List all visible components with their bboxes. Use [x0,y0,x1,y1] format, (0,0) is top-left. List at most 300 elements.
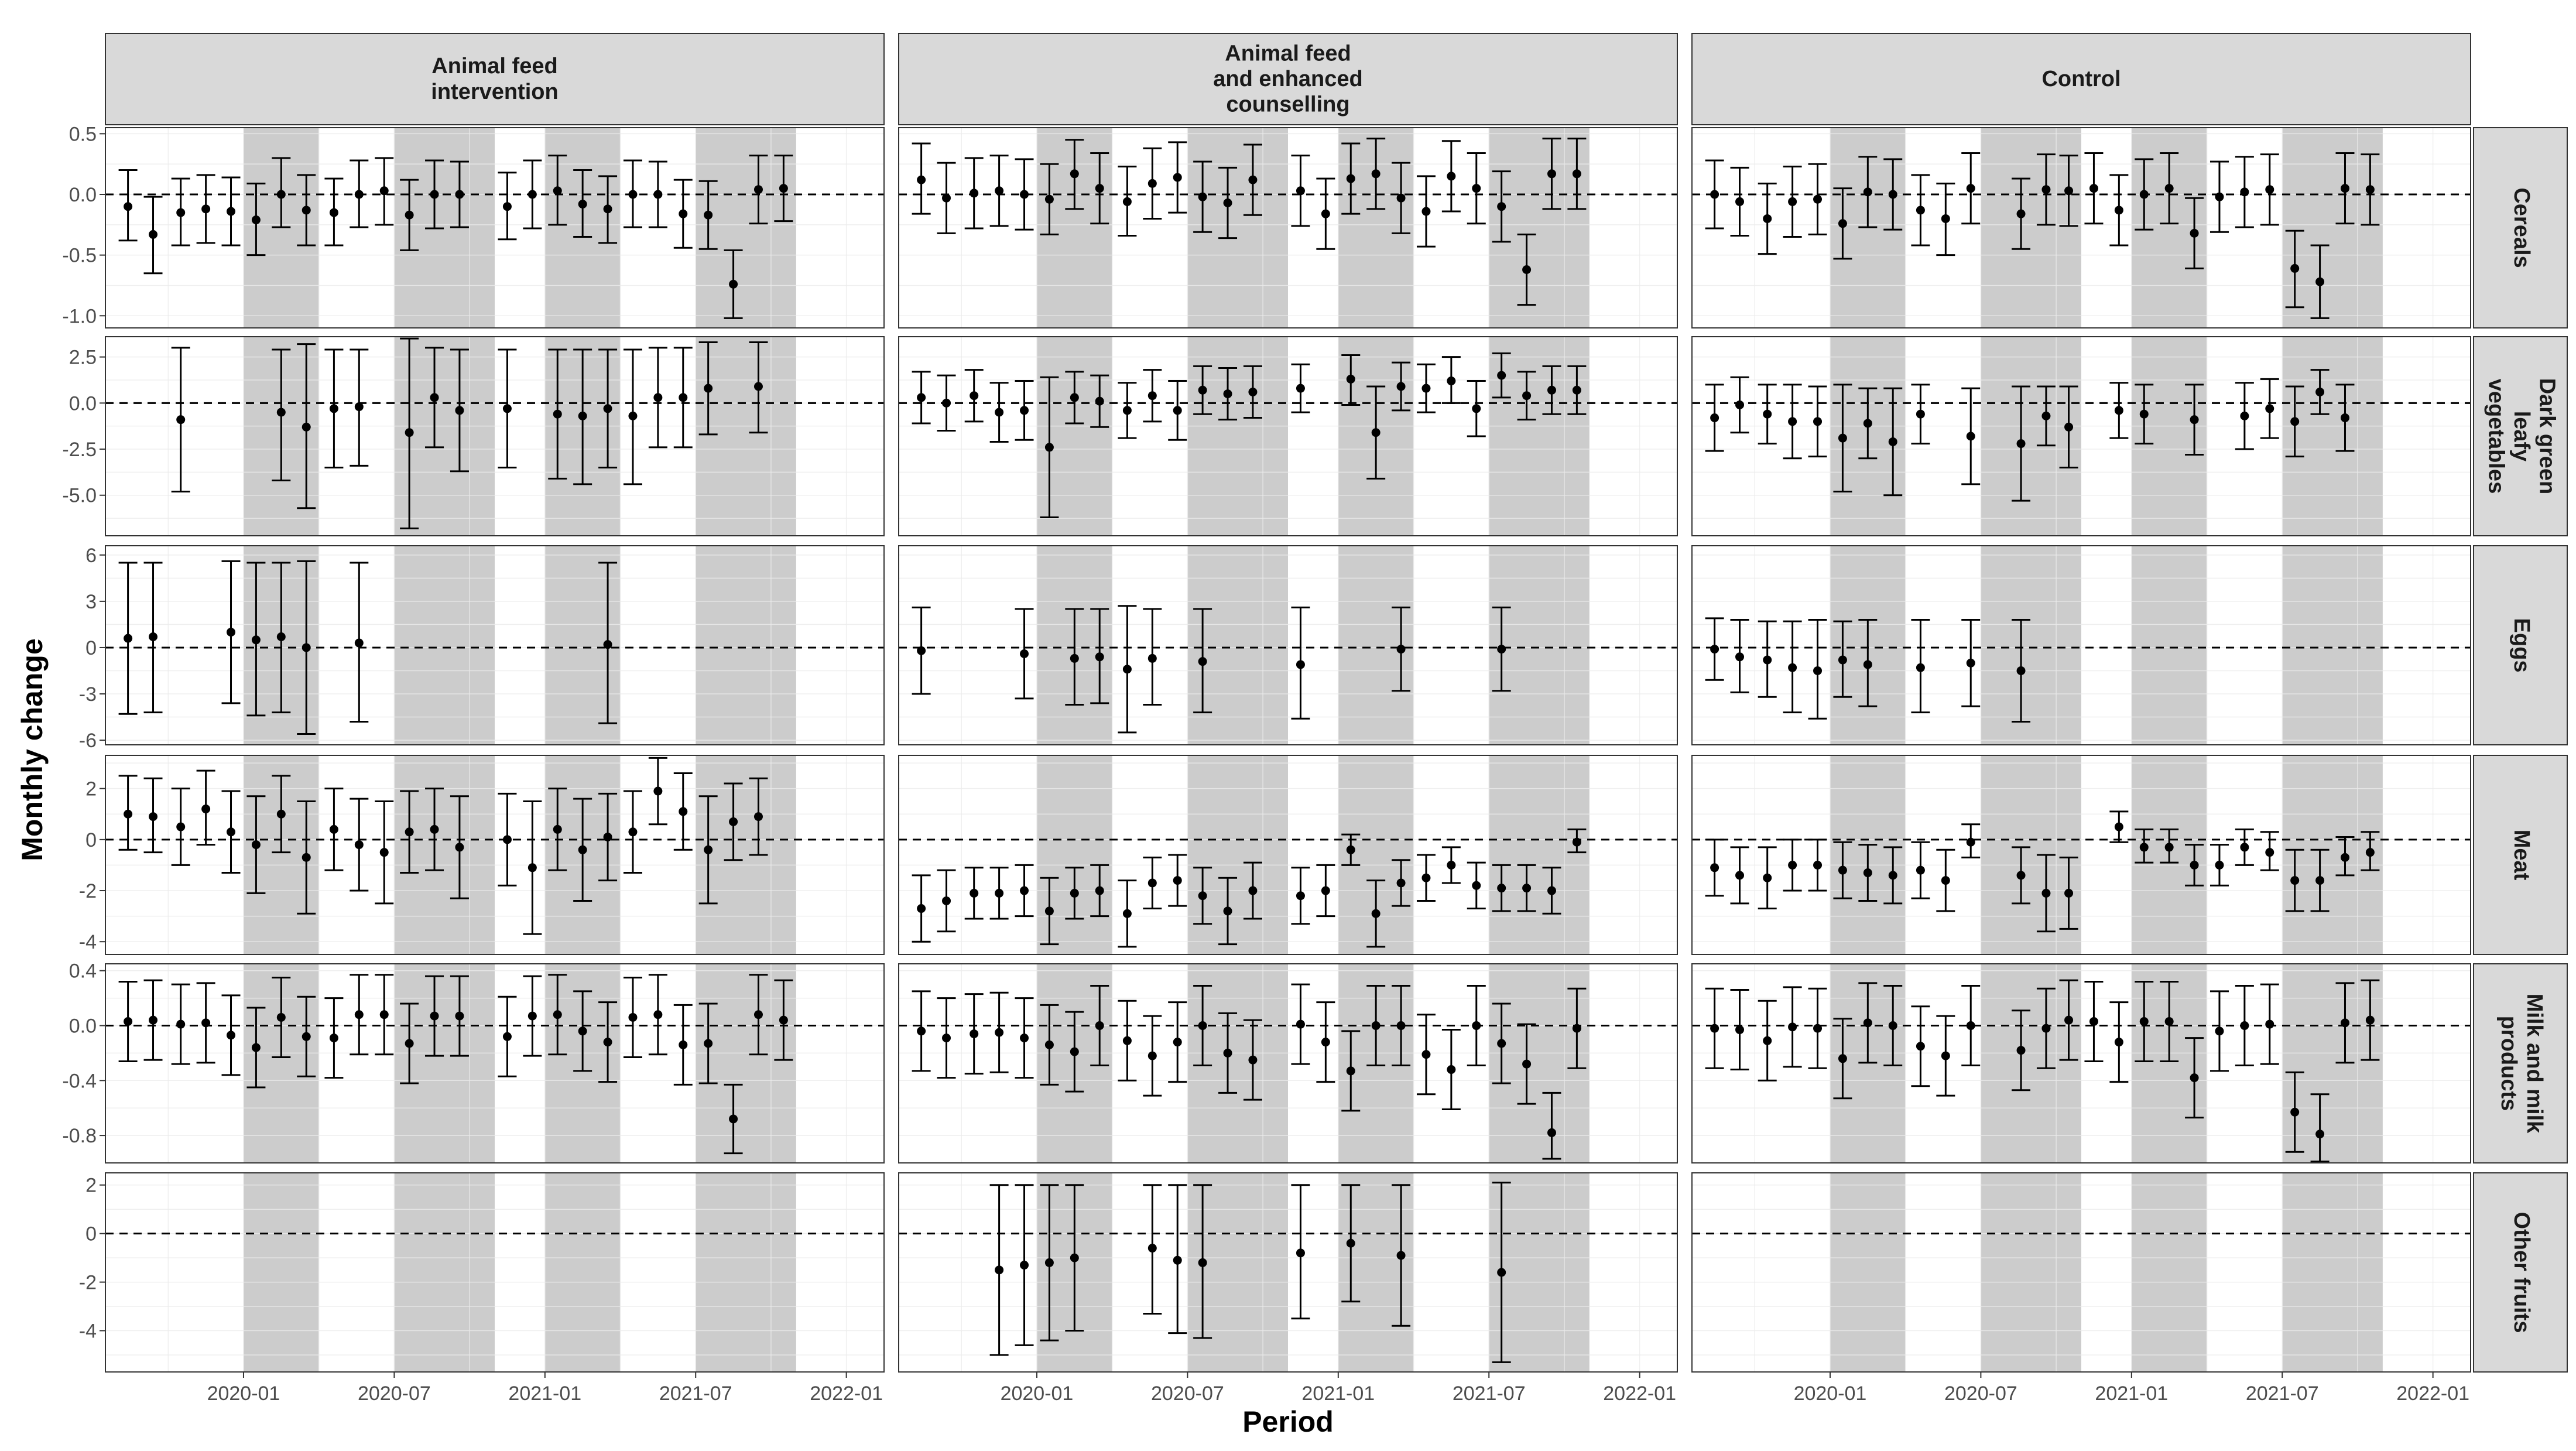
data-point [1522,884,1531,892]
x-tick-label: 2021-07 [1452,1382,1526,1405]
data-point [277,190,286,199]
data-point [1735,871,1744,880]
data-point [1916,1042,1925,1050]
data-point [503,835,512,844]
data-point [1497,1039,1506,1048]
data-point [1123,406,1132,415]
data-point [679,807,687,816]
data-point [2140,410,2149,419]
data-point [503,202,512,211]
y-tick-label: -6 [78,730,97,752]
data-point [1421,874,1430,882]
shaded-period [545,1173,621,1372]
data-point [1397,645,1406,653]
column-strip-label: Animal feed and enhanced counselling [1213,41,1363,117]
x-tick-label: 2021-01 [508,1382,582,1405]
y-tick-label: -4 [78,931,97,954]
data-point [2041,185,2050,194]
data-point [1173,1256,1182,1265]
row-strip-label: Eggs [2509,618,2534,673]
data-point [355,1010,364,1019]
data-point [1148,1052,1157,1060]
data-point [124,202,132,211]
data-point [628,827,637,836]
data-point [380,848,389,857]
data-point [1296,1020,1305,1029]
data-point [430,1012,439,1021]
data-point [1224,906,1232,915]
x-tick-label: 2022-01 [810,1382,883,1405]
data-point [1472,404,1481,413]
data-point [2064,423,2073,432]
data-point [1347,375,1355,384]
data-point [302,206,311,214]
data-point [1447,172,1455,180]
data-point [1735,197,1744,206]
data-point [201,1018,210,1027]
data-point [176,1020,185,1029]
data-point [1372,428,1381,437]
data-point [1447,861,1455,870]
y-tick-label: 0.0 [68,392,97,415]
data-point [779,184,788,193]
data-point [942,1034,951,1042]
shaded-period [2132,1173,2207,1372]
data-point [628,190,637,199]
data-point [553,410,562,419]
data-point [1889,190,1897,199]
data-point [917,176,926,184]
data-point [970,391,978,400]
shaded-period [1981,128,2081,328]
data-point [942,896,951,905]
data-point [1522,391,1531,400]
data-point [227,628,235,636]
shaded-period [696,337,796,536]
y-tick-label: 0.5 [68,123,97,146]
data-point [1916,866,1925,875]
data-point [201,805,210,813]
data-point [553,825,562,834]
data-point [2017,210,2026,218]
data-point [149,1016,157,1025]
data-point [355,402,364,411]
data-point [653,393,662,402]
shaded-period [1981,1173,2081,1372]
data-point [1916,663,1925,672]
shaded-period [1489,964,1590,1163]
data-point [1967,432,1975,441]
y-tick-label: 0 [85,1223,97,1245]
shaded-period [2282,128,2383,328]
data-point [176,208,185,217]
data-point [1070,889,1079,898]
data-point [1045,1258,1054,1267]
data-point [754,185,763,194]
data-point [653,787,662,796]
y-tick-label: 0.0 [68,1015,97,1038]
data-point [704,1039,712,1048]
y-tick-label: -0.8 [62,1125,97,1148]
data-point [2240,843,2249,851]
data-point [2366,185,2375,194]
data-point [2240,1021,2249,1030]
data-point [1763,410,1772,419]
data-point [1472,184,1481,193]
data-point [653,190,662,199]
data-point [2290,264,2299,273]
data-point [679,1041,687,1049]
data-point [1347,174,1355,183]
data-point [1813,666,1822,675]
data-point [2315,876,2324,885]
data-point [604,833,612,841]
data-point [1397,194,1406,203]
data-point [2089,184,2098,193]
data-point [1347,846,1355,854]
data-point [430,190,439,199]
data-point [355,190,364,199]
x-tick-label: 2020-07 [1150,1382,1224,1405]
data-point [1497,1268,1506,1277]
data-point [1095,397,1104,406]
shaded-period [696,546,796,745]
y-tick-label: -2 [78,880,97,903]
data-point [528,190,537,199]
data-point [2140,1017,2149,1026]
data-point [1070,654,1079,663]
data-point [124,810,132,819]
data-point [455,406,464,415]
data-point [455,1012,464,1021]
data-point [1173,406,1182,415]
data-point [1321,887,1330,895]
data-point [1148,878,1157,887]
data-point [1573,1024,1581,1033]
data-point [1763,1036,1772,1045]
data-point [1045,195,1054,204]
data-point [1248,176,1257,184]
data-point [754,1010,763,1019]
data-point [1421,384,1430,393]
data-point [2041,1024,2050,1033]
data-point [1020,1034,1029,1042]
data-point [1763,874,1772,882]
data-point [1123,665,1132,673]
data-point [1123,909,1132,918]
data-point [2265,848,2274,857]
data-point [1838,434,1847,443]
data-point [1864,187,1872,196]
data-point [553,186,562,195]
data-point [1397,1251,1406,1260]
data-point [1735,401,1744,409]
data-point [1123,197,1132,206]
data-point [1372,909,1381,918]
data-point [2041,412,2050,420]
data-point [917,646,926,655]
data-point [1045,906,1054,915]
data-point [528,1012,537,1021]
data-point [1547,1128,1556,1137]
data-point [1889,871,1897,880]
data-point [1248,887,1257,895]
row-strip-label: Dark greenleafyvegetables [2483,378,2560,495]
data-point [2017,1046,2026,1055]
data-point [2265,1020,2274,1029]
data-point [729,1114,738,1123]
column-strip-label: Control [2041,67,2121,91]
data-point [1522,265,1531,274]
shaded-period [1981,964,2081,1163]
y-tick-label: -2.5 [62,439,97,461]
data-point [578,1026,587,1035]
data-point [1710,1024,1719,1033]
data-point [2064,889,2073,898]
data-point [227,827,235,836]
data-point [729,280,738,289]
data-point [1020,1261,1029,1269]
row-strip-label: Other fruits [2509,1212,2534,1333]
shaded-period [2282,1173,2383,1372]
data-point [628,1013,637,1022]
data-point [1522,1060,1531,1069]
data-point [1864,868,1872,877]
data-point [405,1039,414,1048]
data-point [1421,1050,1430,1059]
data-point [917,1026,926,1035]
row-strip-label: Meat [2509,829,2534,881]
data-point [1710,645,1719,653]
data-point [1372,1021,1381,1030]
data-point [1788,663,1797,672]
data-point [2190,1073,2199,1082]
data-point [330,1034,338,1042]
data-point [2115,406,2123,415]
data-point [2165,1017,2174,1026]
data-point [355,639,364,648]
data-point [1497,202,1506,211]
x-tick-label: 2021-07 [2245,1382,2319,1405]
data-point [1045,1041,1054,1049]
data-point [578,200,587,208]
data-point [1838,1054,1847,1063]
data-point [995,408,1003,417]
data-point [1472,1021,1481,1030]
data-point [2089,1017,2098,1026]
data-point [628,412,637,420]
data-point [1889,437,1897,446]
data-point [679,210,687,218]
data-point [2115,1038,2123,1046]
shaded-period [2282,964,2383,1163]
data-point [1421,207,1430,216]
x-tick-label: 2020-01 [1793,1382,1867,1405]
y-tick-label: -1.0 [62,305,97,328]
y-tick-label: -2 [78,1271,97,1294]
data-point [1941,1052,1950,1060]
data-point [2115,206,2123,214]
data-point [1148,179,1157,188]
data-point [1198,386,1207,395]
data-point [302,423,311,432]
data-point [1248,1056,1257,1065]
data-point [2215,861,2224,870]
data-point [917,904,926,913]
data-point [1967,1021,1975,1030]
data-point [176,823,185,831]
data-point [2240,187,2249,196]
data-point [2366,848,2375,857]
data-point [1788,417,1797,426]
data-point [1547,386,1556,395]
data-point [277,810,286,819]
data-point [1838,219,1847,228]
data-point [1941,214,1950,223]
data-point [578,412,587,420]
data-point [1296,186,1305,195]
data-point [455,843,464,851]
data-point [1224,199,1232,207]
data-point [2341,413,2349,422]
data-point [1763,656,1772,665]
row-strip-label: Milk and milkproducts [2496,993,2547,1134]
data-point [1321,210,1330,218]
data-point [970,189,978,197]
y-tick-label: 6 [85,544,97,567]
data-point [1296,891,1305,900]
data-point [1070,393,1079,402]
data-point [2017,439,2026,448]
data-point [1813,195,1822,204]
data-point [1397,878,1406,887]
data-point [754,812,763,821]
data-point [2140,190,2149,199]
data-point [149,812,157,821]
data-point [1447,377,1455,385]
data-point [1838,866,1847,875]
data-point [1788,197,1797,206]
data-point [1967,659,1975,668]
data-point [330,404,338,413]
data-point [124,634,132,643]
data-point [1813,861,1822,870]
data-point [1735,652,1744,661]
data-point [1472,881,1481,890]
shaded-period [2132,546,2207,745]
shaded-period [696,1173,796,1372]
data-point [1941,876,1950,885]
data-point [995,1265,1003,1274]
data-point [1916,206,1925,214]
data-point [1497,371,1506,380]
data-point [1710,413,1719,422]
data-point [1095,1021,1104,1030]
shaded-period [1981,337,2081,536]
data-point [1198,891,1207,900]
y-tick-label: 0 [85,829,97,851]
data-point [302,1032,311,1041]
data-point [2064,186,2073,195]
data-point [1045,443,1054,451]
data-point [942,194,951,203]
data-point [405,428,414,437]
data-point [149,632,157,641]
data-point [2315,278,2324,286]
data-point [2265,185,2274,194]
data-point [1095,887,1104,895]
data-point [302,853,311,862]
data-point [1248,388,1257,396]
data-point [2140,843,2149,851]
data-point [455,190,464,199]
shaded-period [1981,755,2081,954]
data-point [942,399,951,408]
shaded-period [1830,1173,1906,1372]
data-point [1397,382,1406,391]
data-point [1347,1239,1355,1248]
data-point [355,840,364,849]
data-point [970,1029,978,1038]
data-point [503,1032,512,1041]
data-point [1788,861,1797,870]
shaded-period [696,755,796,954]
data-point [2366,1016,2375,1025]
x-tick-label: 2021-07 [659,1382,732,1405]
data-point [729,817,738,826]
data-point [176,415,185,424]
data-point [1838,656,1847,665]
x-tick-label: 2021-01 [1301,1382,1375,1405]
data-point [1173,173,1182,182]
x-axis-title: Period [1242,1405,1334,1438]
y-tick-label: 2.5 [68,346,97,369]
data-point [2215,193,2224,201]
data-point [201,204,210,213]
data-point [1813,417,1822,426]
data-point [604,204,612,213]
data-point [1173,1038,1182,1046]
y-tick-label: -3 [78,683,97,706]
data-point [2215,1026,2224,1035]
data-point [1123,1036,1132,1045]
data-point [1967,184,1975,193]
shaded-period [2282,337,2383,536]
data-point [330,208,338,217]
data-point [2265,404,2274,413]
data-point [2315,388,2324,396]
data-point [1321,1038,1330,1046]
data-point [1148,654,1157,663]
data-point [430,393,439,402]
data-point [1864,1018,1872,1027]
data-point [1447,1065,1455,1074]
shaded-period [1037,755,1112,954]
data-point [2017,666,2026,675]
data-point [227,207,235,216]
data-point [528,863,537,872]
data-point [2190,229,2199,238]
data-point [277,1013,286,1022]
y-axis-title: Monthly change [16,638,49,861]
data-point [430,825,439,834]
data-point [1296,660,1305,669]
data-point [1148,1244,1157,1252]
y-tick-label: 0.0 [68,184,97,206]
y-tick-label: 0 [85,636,97,659]
data-point [124,1017,132,1026]
data-point [1864,660,1872,669]
